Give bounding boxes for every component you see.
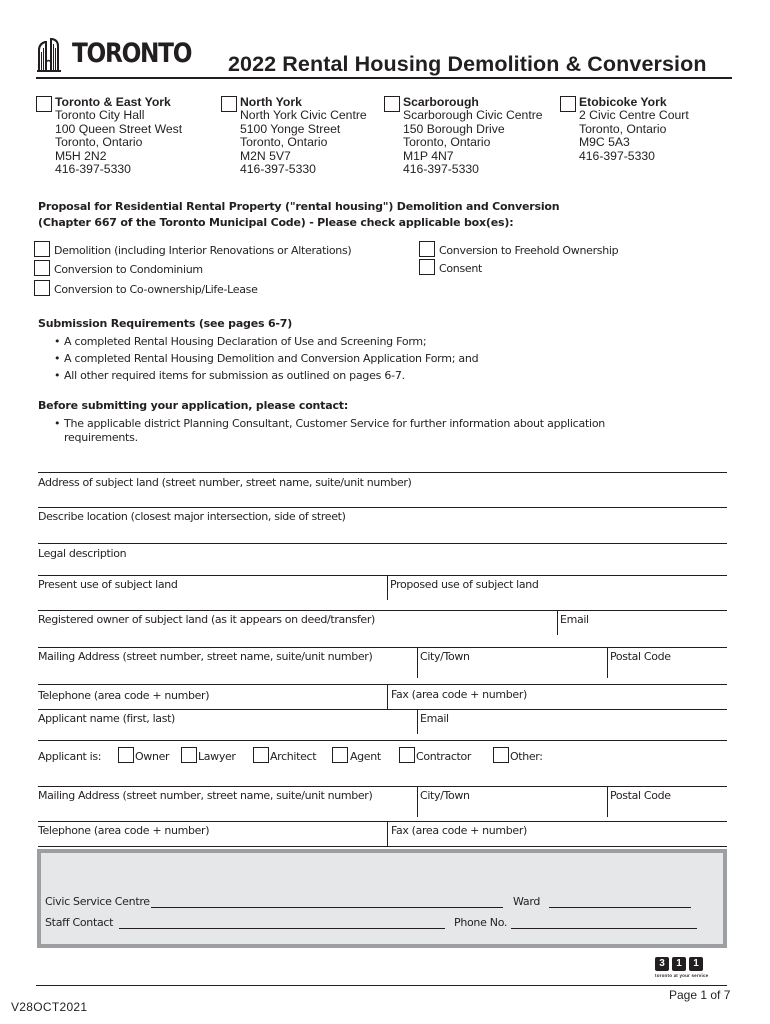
option-consent: [439, 262, 482, 275]
office-line: 416-397-5330: [55, 162, 131, 177]
lawyer-checkbox[interactable]: [181, 747, 197, 763]
staff-contact-label: Staff Contact: [45, 916, 114, 929]
office-line: Toronto, Ontario: [240, 135, 328, 150]
office-etobicoke-york: [579, 96, 689, 163]
staff-contact-input[interactable]: [119, 928, 445, 929]
311-key: 1: [689, 957, 703, 971]
option-label: Conversion to Co-ownership/Life-Lease: [54, 283, 258, 296]
office-line: Scarborough Civic Centre: [403, 108, 543, 123]
applicant-type-label: Agent: [350, 750, 381, 763]
office-line: 416-397-5330: [240, 162, 316, 177]
office-north-york: [240, 96, 367, 176]
office-line: M5H 2N2: [55, 148, 107, 163]
option-co-ownership: [54, 283, 258, 296]
option-freehold: [439, 244, 618, 257]
applicant-telephone-field[interactable]: Telephone (area code + number): [38, 824, 210, 837]
office-line: 100 Queen Street West: [55, 121, 183, 136]
field-rule: [38, 786, 727, 787]
present-use-field[interactable]: Present use of subject land: [38, 578, 178, 591]
office-toronto-east-york: [55, 96, 182, 176]
contractor-checkbox[interactable]: [399, 747, 415, 763]
applicant-type-label: Contractor: [416, 750, 472, 763]
field-divider: [607, 787, 608, 817]
other-checkbox[interactable]: [493, 747, 509, 763]
requirement-item: • All other required items for submission as outlined on pages 6-7.: [64, 369, 405, 382]
applicant-type-label: Other:: [510, 750, 543, 763]
office-line: 416-397-5330: [403, 162, 479, 177]
office-checkbox[interactable]: [36, 96, 52, 112]
proposed-use-field[interactable]: Proposed use of subject land: [390, 578, 539, 591]
field-rule: [38, 740, 727, 741]
field-divider: [557, 611, 558, 635]
applicant-fax-field[interactable]: Fax (area code + number): [391, 824, 527, 837]
office-name: Etobicoke York: [579, 95, 667, 109]
field-divider: [387, 576, 388, 600]
contact-title: Before submitting your application, please contact:: [38, 399, 349, 412]
title-rule: [36, 77, 732, 79]
demolition-checkbox[interactable]: [34, 241, 50, 257]
office-line: M9C 5A3: [579, 135, 630, 150]
ward-input[interactable]: [549, 907, 691, 908]
office-line: Toronto, Ontario: [55, 135, 143, 150]
field-divider: [607, 648, 608, 678]
office-line: North York Civic Centre: [240, 108, 367, 123]
applicant-type-label: Lawyer: [198, 750, 236, 763]
field-rule: [38, 821, 727, 822]
field-rule: [38, 575, 727, 576]
office-line: M2N 5V7: [240, 148, 291, 163]
civic-centre-label: Civic Service Centre: [45, 895, 150, 908]
version-label: V28OCT2021: [11, 1000, 88, 1014]
option-label: Conversion to Freehold Ownership: [439, 244, 619, 257]
phone-label: Phone No.: [454, 916, 508, 929]
owner-field[interactable]: Registered owner of subject land (as it appears on deed/transfer): [38, 613, 375, 626]
requirements-title: Submission Requirements (see pages 6-7): [38, 317, 293, 330]
owner-telephone-field[interactable]: Telephone (area code + number): [38, 689, 210, 702]
freehold-checkbox[interactable]: [419, 241, 435, 257]
owner-fax-field[interactable]: Fax (area code + number): [391, 688, 527, 701]
applicant-is-label: Applicant is:: [38, 750, 102, 763]
owner-city-field[interactable]: City/Town: [420, 650, 470, 663]
field-rule: [38, 684, 727, 685]
field-rule: [38, 610, 727, 611]
architect-checkbox[interactable]: [253, 747, 269, 763]
address-field[interactable]: Address of subject land (street number, street name, suite/unit number): [38, 476, 412, 489]
applicant-email-field[interactable]: Email: [420, 712, 449, 725]
applicant-postal-code-field[interactable]: Postal Code: [610, 789, 671, 802]
field-rule: [38, 472, 727, 473]
office-checkbox[interactable]: [384, 96, 400, 112]
owner-checkbox[interactable]: [118, 747, 134, 763]
contact-text-line2: requirements.: [64, 431, 138, 444]
applicant-type-label: Architect: [270, 750, 317, 763]
field-divider: [417, 648, 418, 678]
field-divider: [417, 710, 418, 734]
311-tagline: toronto at your service: [655, 973, 709, 978]
applicant-mailing-address-field[interactable]: Mailing Address (street number, street name, suite/unit number): [38, 789, 373, 802]
311-badge: [655, 953, 708, 978]
311-key: 1: [672, 957, 686, 971]
field-rule: [38, 846, 727, 847]
location-field[interactable]: Describe location (closest major intersection, side of street): [38, 510, 346, 523]
proposal-title-line1: Proposal for Residential Rental Property ("rental housing") Demolition and Conversion: [38, 200, 560, 213]
proposal-title-line2: (Chapter 667 of the Toronto Municipal Code) - Please check applicable box(es):: [38, 216, 514, 229]
field-rule: [38, 543, 727, 544]
office-line: 5100 Yonge Street: [240, 121, 341, 136]
owner-postal-code-field[interactable]: Postal Code: [610, 650, 671, 663]
option-condominium: [54, 263, 203, 276]
311-key: 3: [655, 957, 669, 971]
office-line: M1P 4N7: [403, 148, 454, 163]
co-ownership-checkbox[interactable]: [34, 280, 50, 296]
field-rule: [38, 647, 727, 648]
field-divider: [417, 787, 418, 817]
requirement-item: • A completed Rental Housing Demolition and Conversion Application Form; and: [64, 352, 478, 365]
option-label: Conversion to Condominium: [54, 263, 203, 276]
field-divider: [387, 685, 388, 709]
legal-description-field[interactable]: Legal description: [38, 547, 127, 560]
office-line: 2 Civic Centre Court: [579, 108, 689, 123]
office-line: 416-397-5330: [579, 148, 655, 163]
office-name: Toronto & East York: [55, 95, 171, 109]
staff-panel: [41, 853, 723, 944]
option-label: Demolition (including Interior Renovations or Alterations): [54, 244, 352, 257]
office-line: Toronto, Ontario: [403, 135, 491, 150]
consent-checkbox[interactable]: [419, 259, 435, 275]
agent-checkbox[interactable]: [332, 747, 348, 763]
option-label: Consent: [439, 262, 483, 275]
civic-centre-input[interactable]: [151, 907, 503, 908]
page-number: Page 1 of 7: [669, 988, 731, 1002]
logo-text: TORONTO: [72, 38, 192, 69]
option-demolition: [54, 244, 351, 257]
field-rule: [38, 507, 727, 508]
city-hall-icon: [36, 38, 72, 72]
contact-text-line1: • The applicable district Planning Consultant, Customer Service for further information about application: [64, 417, 605, 430]
footer-rule: [36, 985, 727, 986]
applicant-city-field[interactable]: City/Town: [420, 789, 470, 802]
page-title: 2022 Rental Housing Demolition & Conversion: [228, 52, 707, 76]
office-name: North York: [240, 95, 302, 109]
ward-label: Ward: [513, 895, 541, 908]
office-line: Toronto, Ontario: [579, 121, 667, 136]
office-scarborough: [403, 96, 543, 176]
field-rule: [38, 709, 727, 710]
applicant-type-label: Owner: [135, 750, 170, 763]
office-checkbox[interactable]: [221, 96, 237, 112]
office-line: Toronto City Hall: [55, 108, 145, 123]
office-name: Scarborough: [403, 95, 479, 109]
owner-mailing-address-field[interactable]: Mailing Address (street number, street name, suite/unit number): [38, 650, 373, 663]
applicant-name-field[interactable]: Applicant name (first, last): [38, 712, 175, 725]
toronto-logo: [36, 38, 192, 74]
field-divider: [387, 822, 388, 846]
owner-email-field[interactable]: Email: [560, 613, 589, 626]
office-checkbox[interactable]: [560, 96, 576, 112]
office-line: 150 Borough Drive: [403, 121, 505, 136]
requirement-item: • A completed Rental Housing Declaration of Use and Screening Form;: [64, 335, 426, 348]
condominium-checkbox[interactable]: [34, 260, 50, 276]
phone-input[interactable]: [511, 928, 697, 929]
